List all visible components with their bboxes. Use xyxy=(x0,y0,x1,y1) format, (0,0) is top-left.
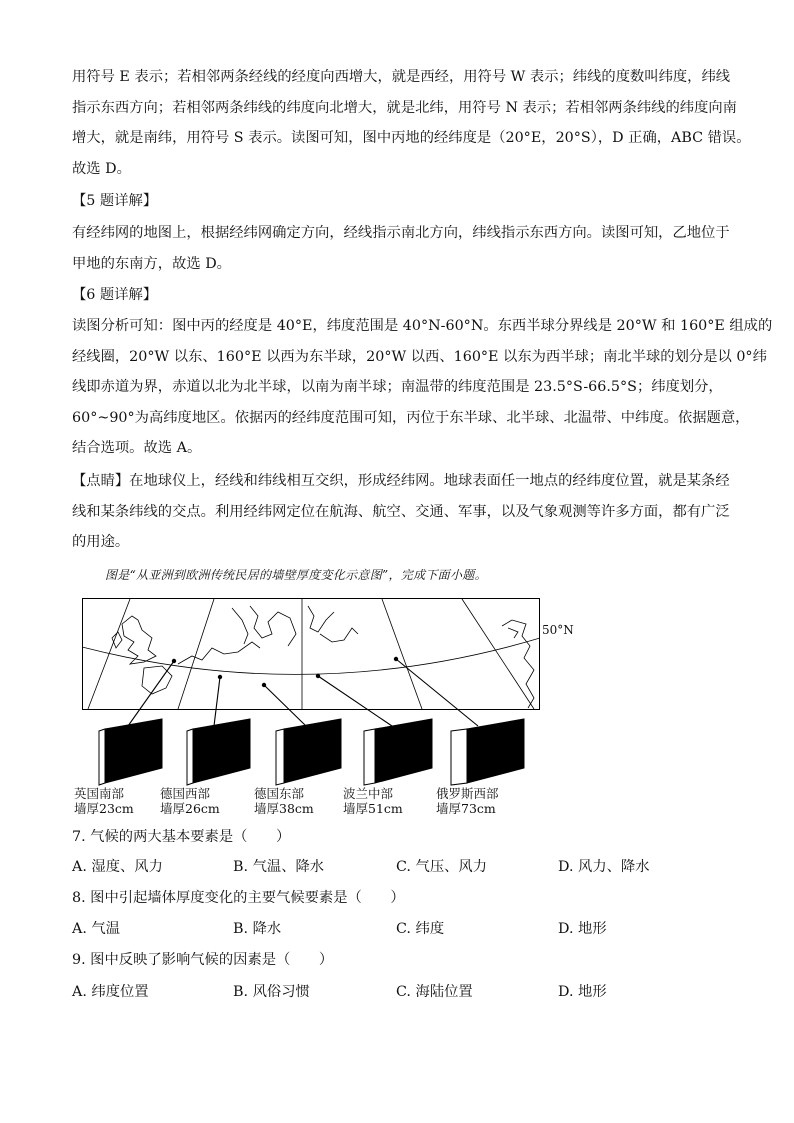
wall-label xyxy=(160,786,220,816)
wall-thickness: 墙厚23cm xyxy=(74,801,134,816)
wall-thickness: 墙厚73cm xyxy=(436,801,496,816)
option-a[interactable]: A. 纬度位置 xyxy=(72,984,149,1000)
text-line: 用符号 E 表示；若相邻两条经线的经度向西增大，就是西经，用符号 W 表示；纬线的度数叫纬度，纬线 xyxy=(72,69,731,85)
wall-side-face xyxy=(364,729,375,785)
wall-front-face xyxy=(375,719,432,783)
wall-front-face xyxy=(193,719,250,783)
option-d[interactable]: D. 风力、降水 xyxy=(558,859,650,875)
point-uk-south xyxy=(172,659,176,663)
question-stem: 9. 图中反映了影响气候的因素是（ ） xyxy=(72,952,334,968)
option-d[interactable]: D. 地形 xyxy=(558,921,607,937)
wall-block-poland-central xyxy=(363,718,434,790)
text-line: 结合选项。故选 A。 xyxy=(72,440,202,456)
text-line: 线和某条纬线的交点。利用经纬网定位在航海、航空、交通、军事，以及气象观测等许多方面，都有广泛 xyxy=(72,503,730,520)
wall-thickness: 墙厚51cm xyxy=(343,801,403,816)
wall-front-face xyxy=(284,719,341,783)
question-stem: 7. 气候的两大基本要素是（ ） xyxy=(72,829,291,845)
wall-thickness: 墙厚26cm xyxy=(160,801,220,816)
q6-explanation xyxy=(72,311,773,464)
q5-explanation xyxy=(72,218,730,279)
wall-side-face xyxy=(276,729,284,785)
option-a[interactable]: A. 湿度、风力 xyxy=(72,859,163,875)
point-poland-central xyxy=(316,674,320,678)
point-russia-west xyxy=(394,657,398,661)
latitude-label: 50°N xyxy=(542,623,574,637)
wall-place: 英国南部 xyxy=(74,786,125,801)
text-line: 的用途。 xyxy=(72,534,130,550)
wall-place: 德国西部 xyxy=(160,786,211,801)
wall-side-face xyxy=(99,729,105,785)
wall-front-face xyxy=(467,719,524,783)
q5-heading: 【5 题详解】 xyxy=(72,193,158,209)
wall-block-shape xyxy=(450,718,526,786)
point-germany-west xyxy=(218,675,222,679)
text-line: 甲地的东南方，故选 D。 xyxy=(72,255,231,272)
text-line: 指示东西方向；若相邻两条纬线的纬度向北增大，就是北纬，用符号 N 表示；若相邻两条纬线的纬度向南 xyxy=(72,99,737,116)
wall-block-russia-west xyxy=(450,718,526,790)
tip-paragraph xyxy=(72,466,730,558)
wall-place: 德国东部 xyxy=(254,786,305,801)
wall-label xyxy=(436,786,499,816)
wall-label xyxy=(254,786,314,816)
wall-thickness: 墙厚38cm xyxy=(254,801,314,816)
wall-place: 波兰中部 xyxy=(343,786,394,801)
text-line: 经线圈，20°W 以东、160°E 以西为东半球，20°W 以西、160°E 以东为西半球；南北半球的划分是以 0°纬 xyxy=(72,348,767,365)
wall-place: 俄罗斯西部 xyxy=(436,786,499,801)
text-line: 有经纬网的地图上，根据经纬网确定方向，经线指示南北方向，纬线指示东西方向。读图可知，乙地位于 xyxy=(72,225,730,241)
wall-block-shape xyxy=(363,718,434,786)
q6-heading: 【6 题详解】 xyxy=(72,287,158,303)
europe-map xyxy=(82,598,540,710)
option-b[interactable]: B. 气温、降水 xyxy=(233,859,325,875)
text-line: 增大，就是南纬，用符号 S 表示。读图可知，图中丙地的经纬度是（20°E，20°S），D 正确，ABC 错误。 xyxy=(72,130,751,146)
wall-block-shape xyxy=(186,718,252,786)
wall-side-face xyxy=(187,729,193,785)
option-c[interactable]: C. 海陆位置 xyxy=(396,984,473,1000)
option-c[interactable]: C. 纬度 xyxy=(396,921,445,937)
text-line: 线即赤道为界，赤道以北为北半球，以南为南半球；南温带的纬度范围是 23.5°S-66.5°S；纬度划分， xyxy=(72,379,723,395)
question-stem: 8. 图中引起墙体厚度变化的主要气候要素是（ ） xyxy=(72,890,405,906)
wall-label xyxy=(74,786,134,816)
wall-block-germany-west xyxy=(186,718,252,790)
wall-block-shape xyxy=(275,718,343,786)
text-line: 60°~90°为高纬度地区。依据丙的经纬度范围可知，丙位于东半球、北半球、北温带、中纬度。依据题意， xyxy=(72,409,750,426)
option-b[interactable]: B. 降水 xyxy=(233,921,282,937)
intro-paragraph xyxy=(72,62,751,184)
wall-block-shape xyxy=(98,718,164,786)
option-b[interactable]: B. 风俗习惯 xyxy=(233,984,310,1000)
text-line: 读图分析可知：图中丙的经度是 40°E，纬度范围是 40°N-60°N。东西半球分界线是 20°W 和 160°E 组成的 xyxy=(72,318,773,334)
wall-block-uk-south xyxy=(98,718,164,790)
figure-caption: 图是“从亚洲到欧洲传统民居的墙壁厚度变化示意图”，完成下面小题。 xyxy=(105,568,487,582)
text-line: 【点睛】在地球仪上，经线和纬线相互交织，形成经纬网。地球表面任一地点的经纬度位置，就是某条经 xyxy=(72,473,730,489)
option-a[interactable]: A. 气温 xyxy=(72,921,121,937)
text-line: 故选 D。 xyxy=(72,160,131,177)
wall-block-germany-east xyxy=(275,718,343,790)
point-germany-east xyxy=(262,683,266,687)
option-d[interactable]: D. 地形 xyxy=(558,984,607,1000)
wall-side-face xyxy=(451,729,467,785)
wall-label xyxy=(343,786,403,816)
wall-front-face xyxy=(105,719,162,783)
option-c[interactable]: C. 气压、风力 xyxy=(396,859,488,875)
